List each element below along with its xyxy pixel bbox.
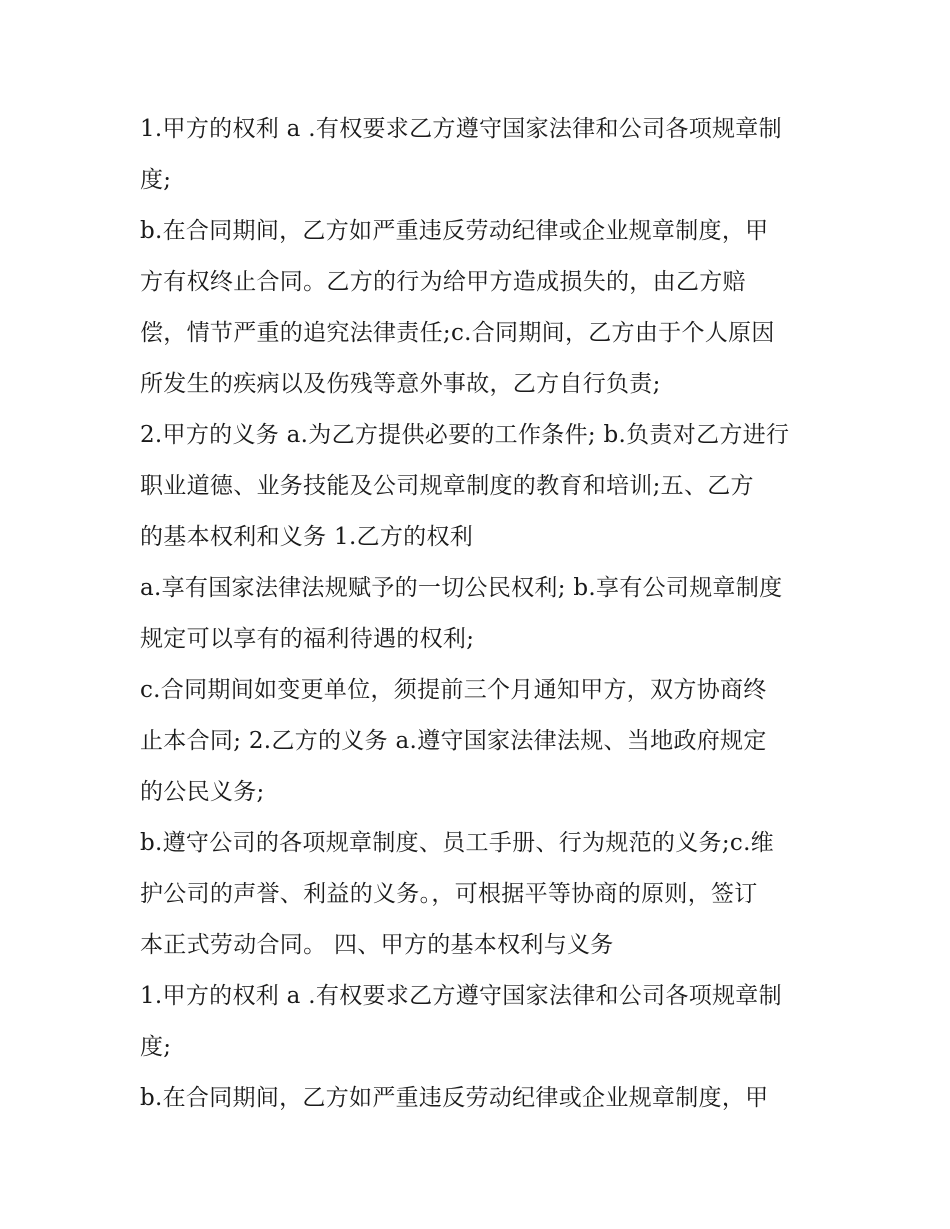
text-line: b.遵守公司的各项规章制度、员工手册、行为规范的义务;c.维 bbox=[140, 830, 774, 856]
text-line: b.在合同期间，乙方如严重违反劳动纪律或企业规章制度，甲 bbox=[140, 218, 769, 244]
text-line: 偿，情节严重的追究法律责任;c.合同期间，乙方由于个人原因 bbox=[140, 320, 775, 346]
text-line: 的公民义务; bbox=[140, 779, 265, 805]
text-line: 本正式劳动合同。 四、甲方的基本权利与义务 bbox=[140, 932, 614, 958]
text-line: 1.甲方的权利 a .有权要求乙方遵守国家法律和公司各项规章制 bbox=[140, 116, 782, 142]
text-line: c.合同期间如变更单位，须提前三个月通知甲方，双方协商终 bbox=[140, 677, 767, 703]
text-line: 的基本权利和义务 1.乙方的权利 bbox=[140, 524, 474, 550]
document-body bbox=[140, 104, 820, 1124]
text-line: 职业道德、业务技能及公司规章制度的教育和培训;五、乙方 bbox=[140, 473, 754, 499]
text-line: 2.甲方的义务 a.为乙方提供必要的工作条件; b.负责对乙方进行 bbox=[140, 422, 790, 448]
text-line: 方有权终止合同。乙方的行为给甲方造成损失的，由乙方赔 bbox=[140, 269, 746, 295]
text-line: b.在合同期间，乙方如严重违反劳动纪律或企业规章制度，甲 bbox=[140, 1085, 769, 1111]
text-line: a.享有国家法律法规赋予的一切公民权利; b.享有公司规章制度 bbox=[140, 575, 783, 601]
text-line: 1.甲方的权利 a .有权要求乙方遵守国家法律和公司各项规章制 bbox=[140, 983, 782, 1009]
text-line: 止本合同; 2.乙方的义务 a.遵守国家法律法规、当地政府规定 bbox=[140, 728, 767, 754]
text-line: 护公司的声誉、利益的义务。，可根据平等协商的原则，签订 bbox=[140, 881, 758, 907]
text-line: 所发生的疾病以及伤残等意外事故，乙方自行负责; bbox=[140, 371, 661, 397]
text-line: 度; bbox=[140, 167, 172, 193]
text-line: 度; bbox=[140, 1034, 172, 1060]
text-line: 规定可以享有的福利待遇的权利; bbox=[140, 626, 475, 652]
